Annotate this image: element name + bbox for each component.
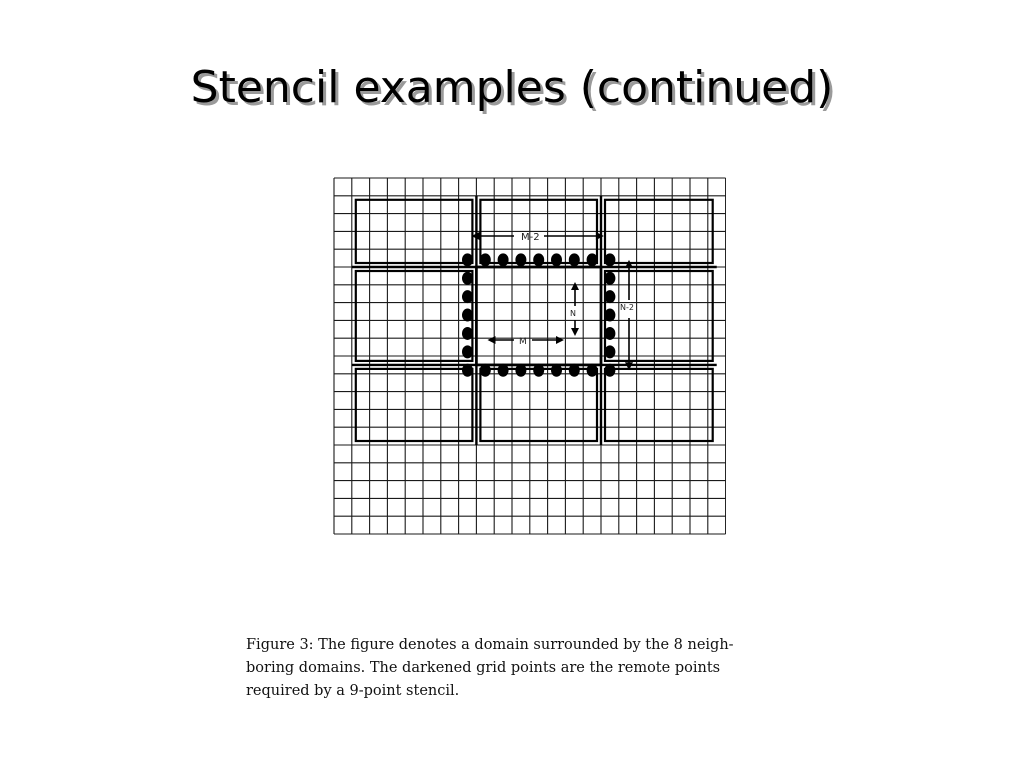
caption-line-1: Figure 3: The figure denotes a domain surrounded by the 8 neigh- (246, 637, 734, 653)
caption-line-2: boring domains. The darkened grid points are the remote points (246, 660, 721, 676)
remote-point (462, 290, 473, 303)
remote-point (480, 364, 491, 377)
arrow-head (571, 328, 579, 336)
remote-point (604, 290, 615, 303)
arrow-head (571, 282, 579, 290)
neighbor-domain-box (605, 369, 713, 441)
label-right-dimension: N-2 (620, 303, 634, 312)
remote-point (604, 364, 615, 377)
remote-point (533, 364, 544, 377)
remote-point (587, 364, 598, 377)
label-inner-width: M (519, 337, 527, 347)
caption-line-3: required by a 9-point stencil. (246, 683, 460, 699)
stencil-figure (326, 172, 726, 544)
remote-point (551, 364, 562, 377)
remote-point (462, 253, 473, 266)
remote-point (569, 364, 580, 377)
slide-title: Stencil examples (continued) (190, 62, 834, 113)
remote-point (587, 253, 598, 266)
remote-point (462, 345, 473, 358)
neighbor-domain-box (356, 369, 473, 441)
remote-points (462, 253, 615, 376)
remote-point (569, 253, 580, 266)
arrow-head (556, 336, 564, 344)
remote-point (462, 272, 473, 285)
remote-point (515, 364, 526, 377)
remote-point (604, 327, 615, 340)
remote-point (462, 364, 473, 377)
label-inner-height: N (570, 309, 576, 318)
remote-point (604, 253, 615, 266)
remote-point (462, 327, 473, 340)
remote-point (604, 272, 615, 285)
remote-point (498, 253, 509, 266)
neighbor-domain-box (480, 369, 597, 441)
center-domain-box (476, 267, 601, 365)
grid-diagram (326, 172, 726, 544)
remote-point (604, 345, 615, 358)
remote-point (462, 309, 473, 322)
label-top-dimension: M-2 (521, 232, 540, 243)
remote-point (515, 253, 526, 266)
figure-caption (246, 634, 786, 703)
remote-point (604, 309, 615, 322)
remote-point (551, 253, 562, 266)
arrow-head (488, 336, 496, 344)
remote-point (480, 253, 491, 266)
remote-point (533, 253, 544, 266)
remote-point (498, 364, 509, 377)
